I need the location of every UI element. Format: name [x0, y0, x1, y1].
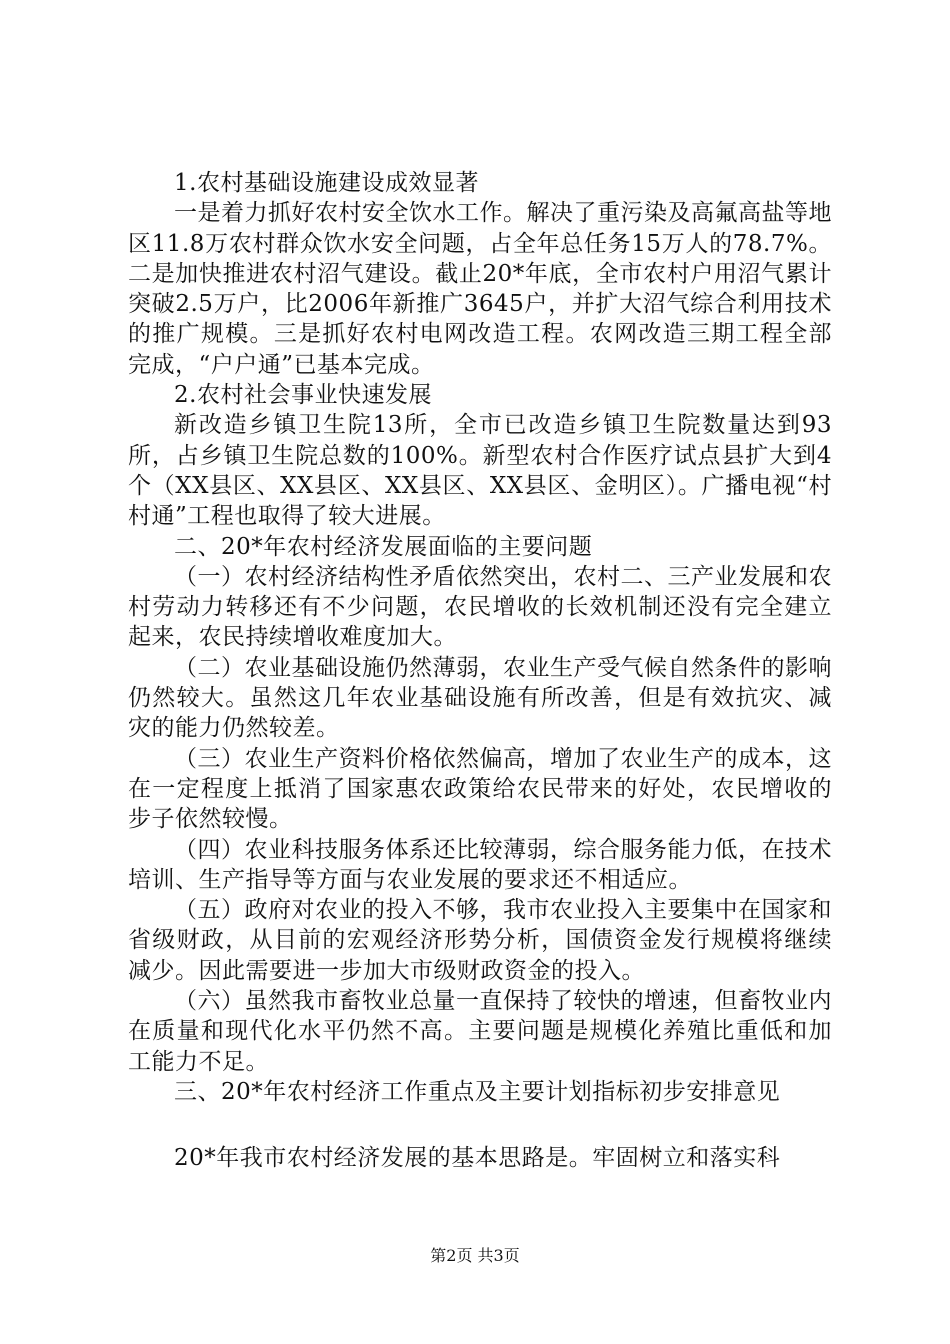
page-number-footer: 第2页 共3页: [430, 1246, 520, 1265]
paragraph-problem-1: （一）农村经济结构性矛盾依然突出，农村二、三产业发展和农村劳动力转移还有不少问题，农民增收的长效机制还没有完全建立起来，农民持续增收难度加大。: [128, 563, 832, 651]
section-heading-work-priorities: 三、20*年农村经济工作重点及主要计划指标初步安排意见: [174, 1078, 781, 1105]
document-body: [128, 168, 832, 1174]
paragraph-problem-2: （二）农业基础设施仍然薄弱，农业生产受气候自然条件的影响仍然较大。虽然这几年农业基础设施有所改善，但是有效抗灾、减灾的能力仍然较差。: [128, 654, 832, 742]
paragraph-problem-6: （六）虽然我市畜牧业总量一直保持了较快的增速，但畜牧业内在质量和现代化水平仍然不高。主要问题是规模化养殖比重低和加工能力不足。: [128, 988, 832, 1075]
paragraph-problem-4: （四）农业科技服务体系还比较薄弱，综合服务能力低，在技术培训、生产指导等方面与农业发展的要求还不相适应。: [128, 836, 832, 893]
paragraph-social-affairs: 新改造乡镇卫生院13所，全市已改造乡镇卫生院数量达到93所，占乡镇卫生院总数的100%。新型农村合作医疗试点县扩大到4个（XX县区、XX县区、XX县区、XX县区、金明区）。广播电视“村村通”工程也取得了较大进展。: [128, 412, 832, 530]
section-heading-social-affairs: 2.农村社会事业快速发展: [174, 382, 432, 409]
paragraph-problem-5: （五）政府对农业的投入不够，我市农业投入主要集中在国家和省级财政，从目前的宏观经济形势分析，国债资金发行规模将继续减少。因此需要进一步加大市级财政资金的投入。: [128, 897, 832, 984]
section-heading-infrastructure: 1.农村基础设施建设成效显著: [174, 170, 479, 196]
paragraph-problem-3: （三）农业生产资料价格依然偏高，增加了农业生产的成本，这在一定程度上抵消了国家惠农政策给农民带来的好处，农民增收的步子依然较慢。: [128, 745, 832, 833]
paragraph-infrastructure: 一是着力抓好农村安全饮水工作。解决了重污染及高氟高盐等地区11.8万农村群众饮水安全问题，占全年总任务15万人的78.7%。二是加快推进农村沼气建设。截止20*年底，全市农村户用沼气累计突破2.5万户，比2006年新推广3645户，并扩大沼气综合利用技术的推广规模。三是抓好农村电网改造工程。农网改造三期工程全部完成，“户户通”已基本完成。: [128, 200, 832, 378]
section-heading-main-problems: 二、20*年农村经济发展面临的主要问题: [174, 533, 593, 560]
paragraph-basic-approach: 20*年我市农村经济发展的基本思路是。牢固树立和落实科: [174, 1145, 781, 1172]
